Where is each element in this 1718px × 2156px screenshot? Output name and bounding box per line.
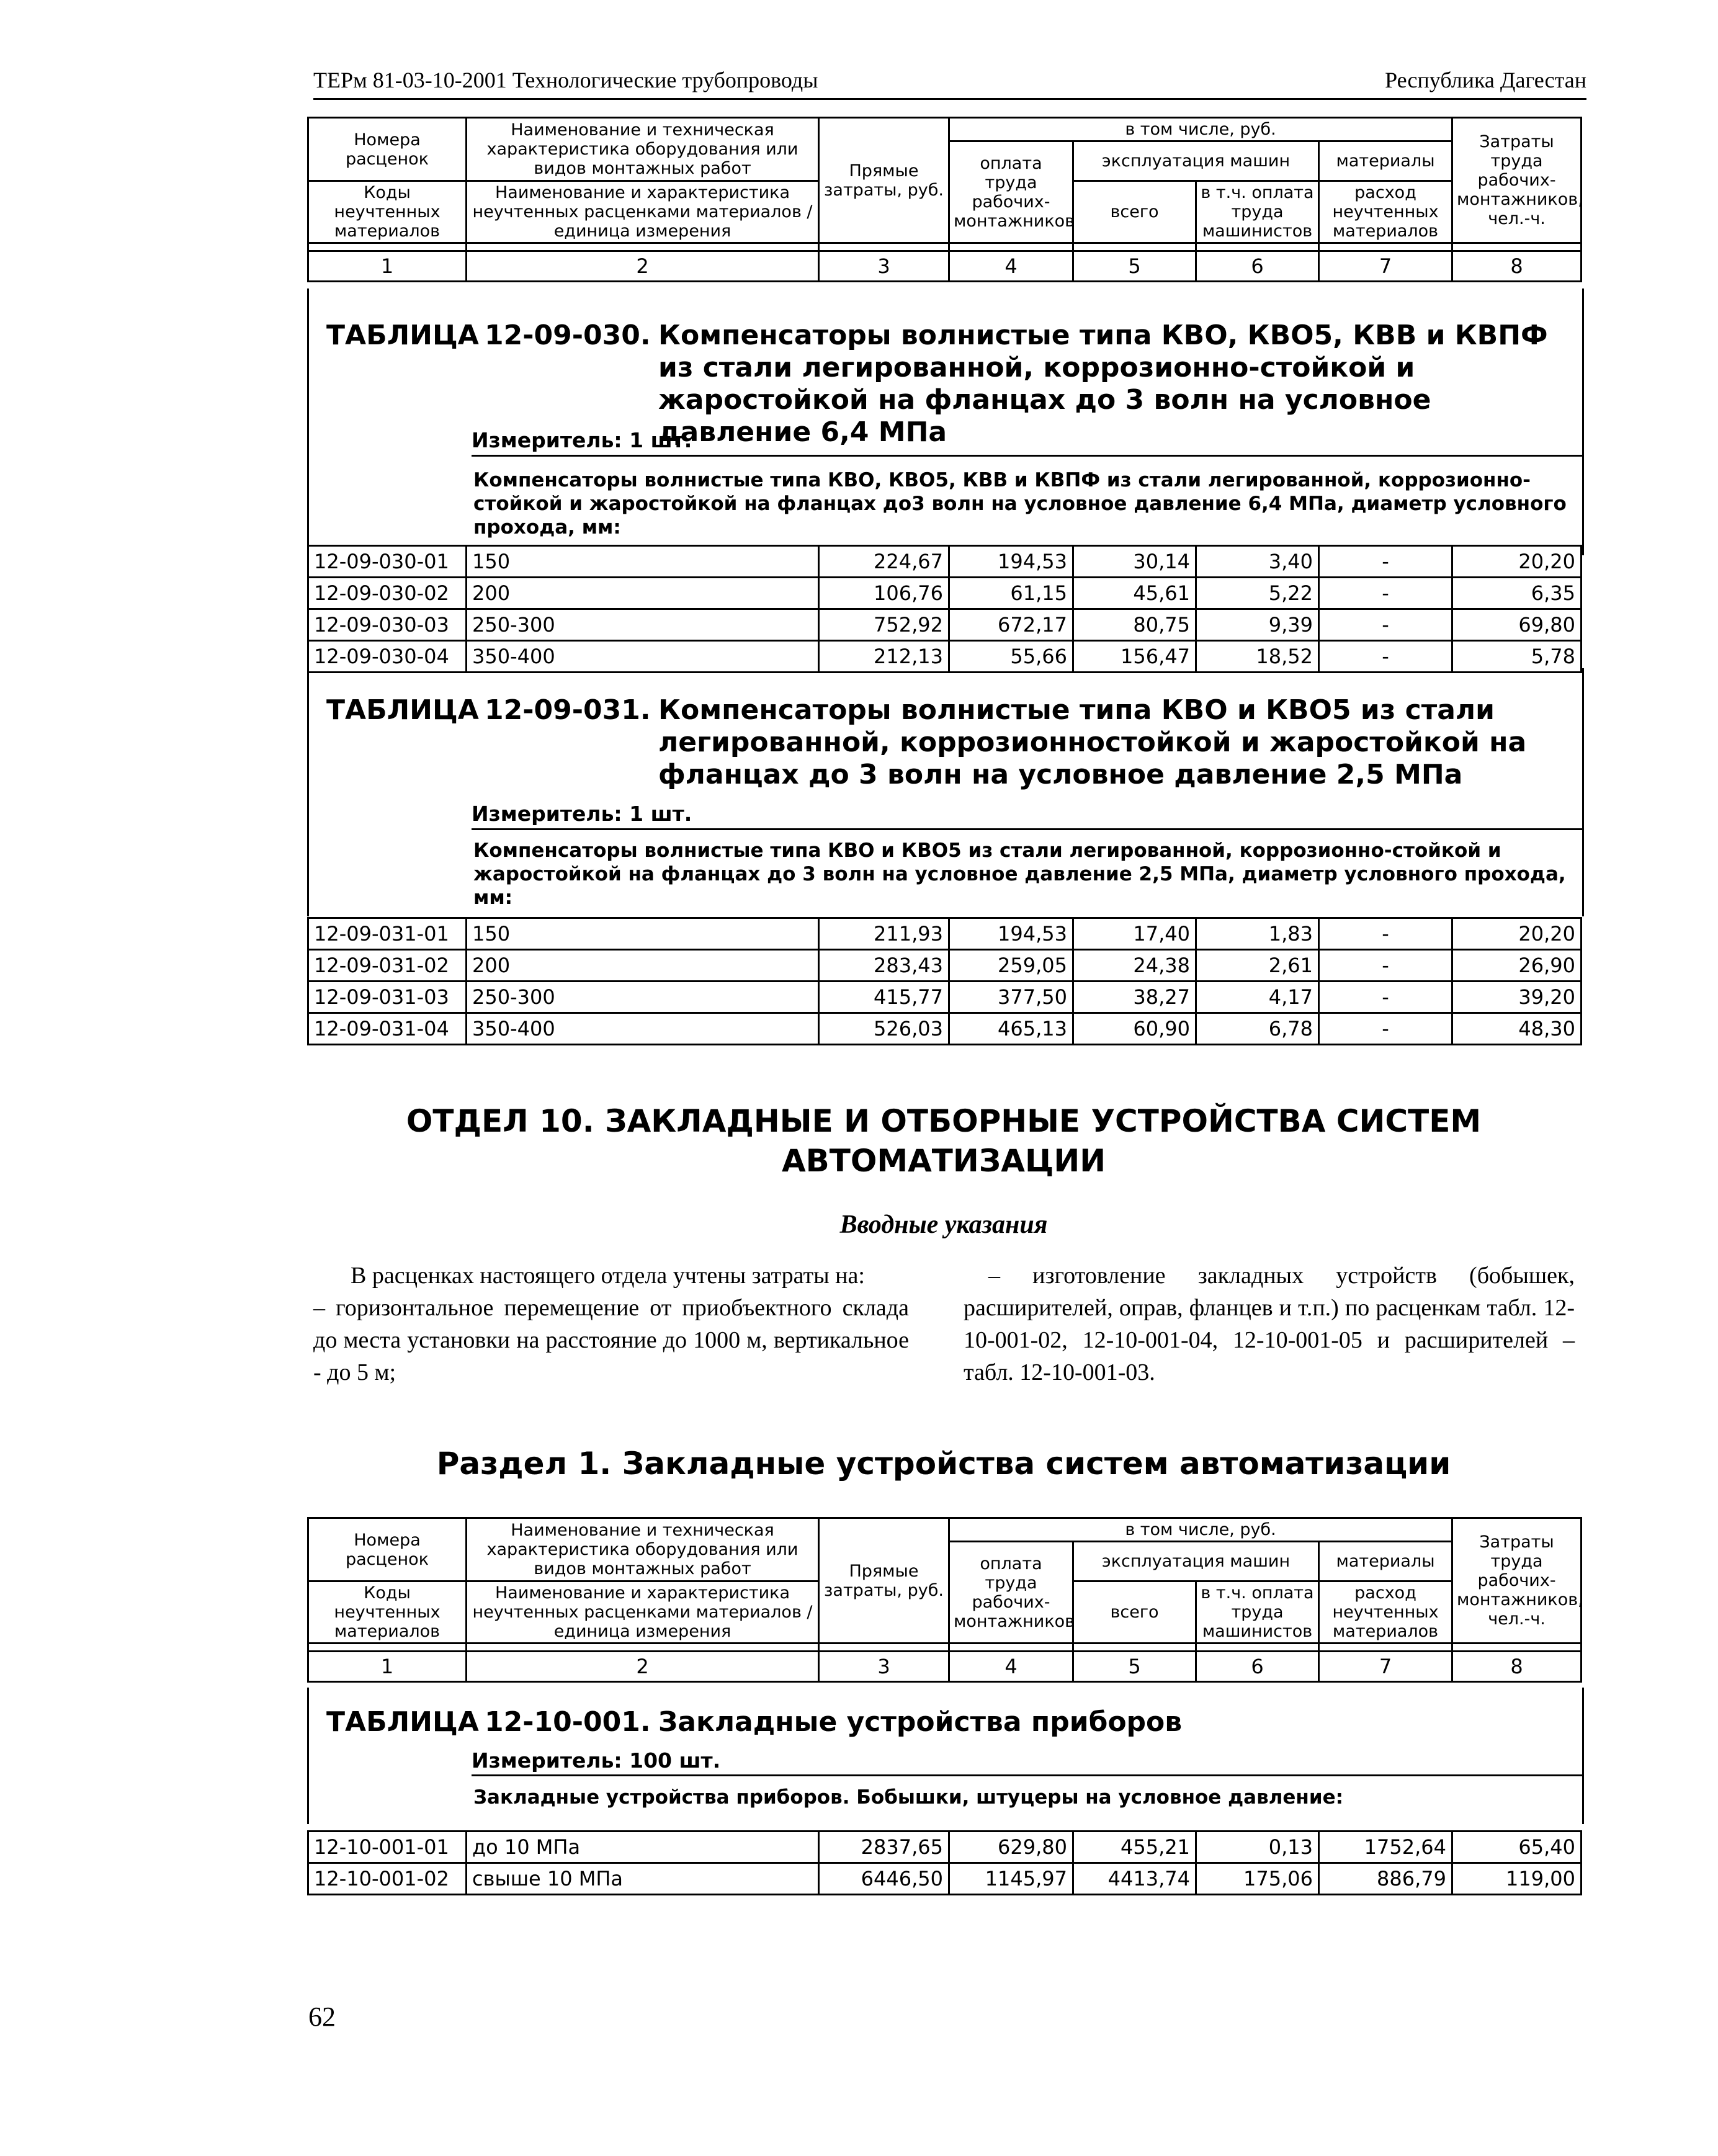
header-labor-pay: оплата труда рабочих-монтажников xyxy=(949,1542,1073,1644)
labor-pay: 194,53 xyxy=(949,546,1073,578)
col-number-7: 7 xyxy=(1319,1652,1452,1682)
column-header-table xyxy=(307,1517,1582,1683)
page-number: 62 xyxy=(308,2002,336,2032)
divider xyxy=(472,828,1582,830)
materials: - xyxy=(1319,950,1452,982)
machinists-pay: 9,39 xyxy=(1196,609,1319,641)
work-name: до 10 МПа xyxy=(467,1832,819,1863)
price-code: 12-09-031-03 xyxy=(308,982,467,1013)
direct-cost: 752,92 xyxy=(819,609,949,641)
header-name2: Наименование и характеристика неучтенных расценками материалов / единица измерения xyxy=(467,1581,819,1644)
price-code: 12-09-030-01 xyxy=(308,546,467,578)
header-codes: Коды неучтенных материалов xyxy=(308,181,467,243)
table-label: ТАБЛИЦА xyxy=(326,320,479,351)
table-1001-section xyxy=(307,1688,1584,1824)
labor-pay: 377,50 xyxy=(949,982,1073,1013)
header-name: Наименование и техническая характеристика оборудования или видов монтажных работ xyxy=(467,118,819,181)
labor-pay: 55,66 xyxy=(949,641,1073,673)
header-labor: Затраты труда рабочих-монтажников, чел.-ч. xyxy=(1452,1518,1582,1644)
header-mat-usage: расход неучтенных материалов xyxy=(1319,181,1452,243)
column-header-table xyxy=(307,117,1582,282)
machines-total: 38,27 xyxy=(1073,982,1196,1013)
header-incl: в том числе, руб. xyxy=(949,1518,1452,1542)
machinists-pay: 18,52 xyxy=(1196,641,1319,673)
table-row xyxy=(308,982,1582,1013)
header-incl-machinists: в т.ч. оплата труда машинистов xyxy=(1196,181,1319,243)
col-number-8: 8 xyxy=(1452,1652,1582,1682)
work-name: 250-300 xyxy=(467,609,819,641)
column-header-top xyxy=(307,117,1583,282)
header-incl: в том числе, руб. xyxy=(949,118,1452,141)
price-code: 12-09-030-04 xyxy=(308,641,467,673)
section-title: Раздел 1. Закладные устройства систем автоматизации xyxy=(436,1446,1451,1482)
measure-unit: Измеритель: 1 шт. xyxy=(472,428,692,452)
work-name: 350-400 xyxy=(467,1013,819,1045)
labor-hours: 48,30 xyxy=(1452,1013,1582,1045)
machines-total: 24,38 xyxy=(1073,950,1196,982)
machinists-pay: 0,13 xyxy=(1196,1832,1319,1863)
header-machines: эксплуатация машин xyxy=(1073,141,1319,181)
description: Компенсаторы волнистые типа КВО, КВО5, КВВ и КВПФ из стали легированной, коррозионно-стойкой и жаростойкой на фланцах до3 волн на условное давление 6,4 МПа, диаметр условного прохода, мм: xyxy=(473,469,1567,539)
materials: - xyxy=(1319,918,1452,950)
col-number-7: 7 xyxy=(1319,251,1452,282)
table-row xyxy=(308,950,1582,982)
materials: - xyxy=(1319,578,1452,609)
department-title-line-2: АВТОМАТИЗАЦИИ xyxy=(781,1143,1106,1179)
machinists-pay: 4,17 xyxy=(1196,982,1319,1013)
labor-hours: 20,20 xyxy=(1452,918,1582,950)
price-code: 12-09-031-02 xyxy=(308,950,467,982)
header-incl-machinists: в т.ч. оплата труда машинистов xyxy=(1196,1581,1319,1644)
machines-total: 156,47 xyxy=(1073,641,1196,673)
column-header-bottom xyxy=(307,1517,1583,1683)
col-number-2: 2 xyxy=(467,1652,819,1682)
machinists-pay: 5,22 xyxy=(1196,578,1319,609)
table-row xyxy=(308,578,1582,609)
col-number-6: 6 xyxy=(1196,251,1319,282)
header-labor-pay: оплата труда рабочих-монтажников xyxy=(949,141,1073,243)
table-031-section xyxy=(307,668,1584,916)
work-name: 200 xyxy=(467,578,819,609)
direct-cost: 6446,50 xyxy=(819,1863,949,1895)
header-codes: Коды неучтенных материалов xyxy=(308,1581,467,1644)
machines-total: 80,75 xyxy=(1073,609,1196,641)
intro-left-column xyxy=(313,1259,909,1389)
header-labor: Затраты труда рабочих-монтажников, чел.-ч. xyxy=(1452,118,1582,243)
description: Закладные устройства приборов. Бобышки, штуцеры на условное давление: xyxy=(473,1786,1343,1809)
labor-hours: 69,80 xyxy=(1452,609,1582,641)
work-name: 200 xyxy=(467,950,819,982)
machines-total: 45,61 xyxy=(1073,578,1196,609)
intro-title: Вводные указания xyxy=(839,1210,1048,1239)
materials: - xyxy=(1319,546,1452,578)
header-total: всего xyxy=(1073,181,1196,243)
table-row xyxy=(308,1832,1582,1863)
table-label: ТАБЛИЦА xyxy=(326,694,479,726)
labor-hours: 119,00 xyxy=(1452,1863,1582,1895)
table-label: ТАБЛИЦА xyxy=(326,1706,479,1738)
divider xyxy=(472,1774,1582,1776)
table-row xyxy=(308,918,1582,950)
document-code: ТЕРм 81-03-10-2001 Технологические трубопроводы xyxy=(313,68,818,92)
machinists-pay: 3,40 xyxy=(1196,546,1319,578)
machines-total: 4413,74 xyxy=(1073,1863,1196,1895)
table-row xyxy=(308,546,1582,578)
direct-cost: 415,77 xyxy=(819,982,949,1013)
col-number-4: 4 xyxy=(949,251,1073,282)
direct-cost: 526,03 xyxy=(819,1013,949,1045)
col-number-3: 3 xyxy=(819,251,949,282)
col-number-1: 1 xyxy=(308,1652,467,1682)
header-mat-usage: расход неучтенных материалов xyxy=(1319,1581,1452,1644)
intro-paragraph-2: – горизонтальное перемещение от приобъектного склада до места установки на расстояние до 1000 м, вертикальное - до 5 м; xyxy=(313,1295,909,1385)
col-number-3: 3 xyxy=(819,1652,949,1682)
labor-pay: 1145,97 xyxy=(949,1863,1073,1895)
col-number-2: 2 xyxy=(467,251,819,282)
table-031 xyxy=(307,917,1580,1045)
materials: - xyxy=(1319,1013,1452,1045)
direct-cost: 211,93 xyxy=(819,918,949,950)
table-title: Закладные устройства приборов xyxy=(658,1706,1183,1738)
measure-unit: Измеритель: 1 шт. xyxy=(472,802,692,826)
work-name: 350-400 xyxy=(467,641,819,673)
labor-hours: 20,20 xyxy=(1452,546,1582,578)
page-header xyxy=(313,67,1586,100)
department-title xyxy=(307,1101,1580,1181)
header-name: Наименование и техническая характеристика оборудования или видов монтажных работ xyxy=(467,1518,819,1581)
measure-unit: Измеритель: 100 шт. xyxy=(472,1748,721,1773)
table-row xyxy=(308,641,1582,673)
table-row xyxy=(308,1863,1582,1895)
table-row xyxy=(308,1013,1582,1045)
materials: - xyxy=(1319,609,1452,641)
intro-paragraph-3: – изготовление закладных устройств (бобышек, расширителей, оправ, фланцев и т.п.) по расценкам табл. 12-10-001-02, 12-10-001-04, 12-10-001-05 и расширителей – табл. 12-10-001-03. xyxy=(964,1263,1575,1385)
region-name: Республика Дагестан xyxy=(1385,68,1586,92)
col-number-5: 5 xyxy=(1073,1652,1196,1682)
price-code: 12-09-031-01 xyxy=(308,918,467,950)
work-name: 150 xyxy=(467,546,819,578)
table-title: Компенсаторы волнистые типа КВО и КВО5 из стали легированной, коррозионностойкой и жаростойкой на фланцах до 3 волн на условное давление 2,5 МПа xyxy=(658,694,1527,790)
work-name: свыше 10 МПа xyxy=(467,1863,819,1895)
machines-total: 30,14 xyxy=(1073,546,1196,578)
header-direct: Прямые затраты, руб. xyxy=(819,1518,949,1644)
table-030-section xyxy=(307,289,1584,555)
intro-right-column xyxy=(964,1259,1575,1389)
direct-cost: 106,76 xyxy=(819,578,949,609)
materials: 1752,64 xyxy=(1319,1832,1452,1863)
materials: - xyxy=(1319,982,1452,1013)
table-number: 12-10-001. xyxy=(485,1706,651,1738)
header-machines: эксплуатация машин xyxy=(1073,1542,1319,1581)
header-materials: материалы xyxy=(1319,141,1452,181)
price-code: 12-09-030-03 xyxy=(308,609,467,641)
description: Компенсаторы волнистые типа КВО и КВО5 из стали легированной, коррозионно-стойкой и жаростойкой на фланцах до 3 волн на условное давление 2,5 МПа, диаметр условного прохода, мм: xyxy=(473,839,1566,909)
materials: 886,79 xyxy=(1319,1863,1452,1895)
machinists-pay: 6,78 xyxy=(1196,1013,1319,1045)
machinists-pay: 2,61 xyxy=(1196,950,1319,982)
work-name: 250-300 xyxy=(467,982,819,1013)
labor-pay: 194,53 xyxy=(949,918,1073,950)
labor-pay: 259,05 xyxy=(949,950,1073,982)
col-number-1: 1 xyxy=(308,251,467,282)
department-title-line-1: ОТДЕЛ 10. ЗАКЛАДНЫЕ И ОТБОРНЫЕ УСТРОЙСТВА СИСТЕМ xyxy=(406,1103,1482,1139)
header-numbers: Номера расценок xyxy=(308,118,467,181)
direct-cost: 224,67 xyxy=(819,546,949,578)
table-number: 12-09-030. xyxy=(485,320,651,351)
table-number: 12-09-031. xyxy=(485,694,651,726)
labor-pay: 465,13 xyxy=(949,1013,1073,1045)
header-name2: Наименование и характеристика неучтенных расценками материалов / единица измерения xyxy=(467,181,819,243)
table-030 xyxy=(307,545,1580,673)
machines-total: 455,21 xyxy=(1073,1832,1196,1863)
materials: - xyxy=(1319,641,1452,673)
machines-total: 17,40 xyxy=(1073,918,1196,950)
labor-hours: 26,90 xyxy=(1452,950,1582,982)
labor-pay: 672,17 xyxy=(949,609,1073,641)
intro-paragraph-1: В расценках настоящего отдела учтены затраты на: xyxy=(351,1263,865,1289)
col-number-5: 5 xyxy=(1073,251,1196,282)
header-numbers: Номера расценок xyxy=(308,1518,467,1581)
price-code: 12-09-031-04 xyxy=(308,1013,467,1045)
direct-cost: 2837,65 xyxy=(819,1832,949,1863)
divider xyxy=(472,455,1582,457)
header-direct: Прямые затраты, руб. xyxy=(819,118,949,243)
table-row xyxy=(308,609,1582,641)
labor-hours: 6,35 xyxy=(1452,578,1582,609)
labor-hours: 65,40 xyxy=(1452,1832,1582,1863)
header-total: всего xyxy=(1073,1581,1196,1644)
direct-cost: 212,13 xyxy=(819,641,949,673)
machinists-pay: 1,83 xyxy=(1196,918,1319,950)
labor-pay: 61,15 xyxy=(949,578,1073,609)
price-code: 12-10-001-01 xyxy=(308,1832,467,1863)
col-number-6: 6 xyxy=(1196,1652,1319,1682)
table-title: Компенсаторы волнистые типа КВО, КВО5, КВВ и КВПФ из стали легированной, коррозионно-стойкой и жаростойкой на фланцах до 3 волн на условное давление 6,4 МПа xyxy=(658,320,1548,448)
header-materials: материалы xyxy=(1319,1542,1452,1581)
direct-cost: 283,43 xyxy=(819,950,949,982)
col-number-8: 8 xyxy=(1452,251,1582,282)
machinists-pay: 175,06 xyxy=(1196,1863,1319,1895)
col-number-4: 4 xyxy=(949,1652,1073,1682)
price-code: 12-10-001-02 xyxy=(308,1863,467,1895)
table-1001 xyxy=(307,1830,1580,1895)
labor-hours: 5,78 xyxy=(1452,641,1582,673)
work-name: 150 xyxy=(467,918,819,950)
machines-total: 60,90 xyxy=(1073,1013,1196,1045)
labor-pay: 629,80 xyxy=(949,1832,1073,1863)
price-code: 12-09-030-02 xyxy=(308,578,467,609)
labor-hours: 39,20 xyxy=(1452,982,1582,1013)
